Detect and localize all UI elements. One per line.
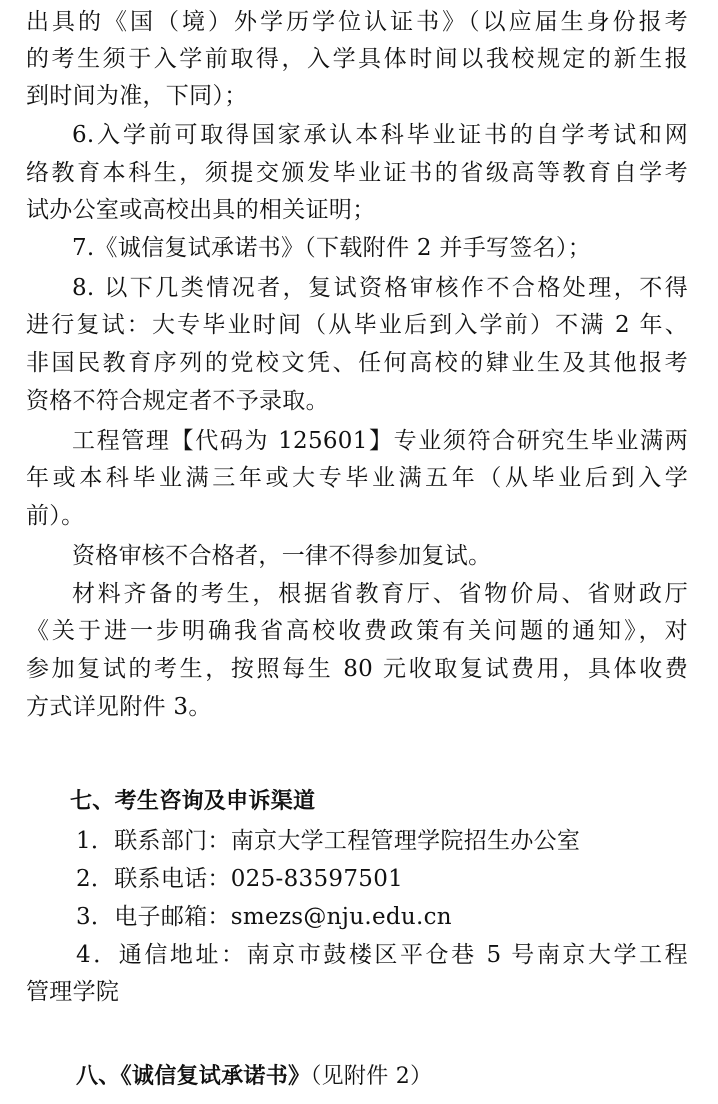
contact-department: 1．联系部门：南京大学工程管理学院招生办公室 (76, 828, 581, 854)
body-line: 的考生须于入学前取得，入学具体时间以我校规定的新生报 (26, 46, 688, 72)
body-line: 出具的《国（境）外学历学位认证书》（以应届生身份报考 (26, 9, 688, 35)
contact-email: 3．电子邮箱：smezs@nju.edu.cn (76, 904, 452, 930)
pledge-heading-bold: 八、《诚信复试承诺书》 (76, 1064, 311, 1089)
body-line: 资格审核不合格者，一律不得参加复试。 (72, 543, 492, 569)
contact-phone: 2．联系电话：025-83597501 (76, 866, 404, 892)
body-line: 8. 以下几类情况者，复试资格审核作不合格处理，不得 (72, 275, 688, 301)
body-line: 年或本科毕业满三年或大专毕业满五年（从毕业后到入学 (26, 465, 688, 491)
body-line: 试办公室或高校出具的相关证明； (26, 197, 376, 223)
body-line: 材料齐备的考生，根据省教育厅、省物价局、省财政厅 (72, 581, 688, 607)
body-line: 到时间为准，下同）； (26, 83, 248, 109)
pledge-heading-note: （见附件 2） (310, 1064, 433, 1089)
body-line: 《关于进一步明确我省高校收费政策有关问题的通知》，对 (26, 618, 688, 644)
body-line: 6.入学前可取得国家承认本科毕业证书的自学考试和网 (72, 122, 688, 148)
body-line: 7.《诚信复试承诺书》（下载附件 2 并手写签名）； (72, 235, 591, 261)
body-line: 资格不符合规定者不予录取。 (26, 388, 329, 414)
body-line: 工程管理【代码为 125601】专业须符合研究生毕业满两 (72, 428, 688, 454)
contact-address-cont: 管理学院 (26, 979, 120, 1005)
section-heading-pledge (76, 1057, 432, 1097)
contact-address: 4．通信地址：南京市鼓楼区平仓巷 5 号南京大学工程 (76, 942, 688, 968)
body-line: 非国民教育序列的党校文凭、任何高校的肄业生及其他报考 (26, 350, 688, 376)
body-line: 络教育本科生，须提交颁发毕业证书的省级高等教育自学考 (26, 160, 688, 186)
body-line: 方式详见附件 3。 (26, 694, 212, 720)
section-heading-contact: 七、考生咨询及申诉渠道 (70, 789, 316, 814)
body-line: 进行复试：大专毕业时间（从毕业后到入学前）不满 2 年、 (26, 312, 688, 338)
body-line: 参加复试的考生，按照每生 80 元收取复试费用，具体收费 (26, 656, 688, 682)
body-line: 前）。 (26, 503, 85, 529)
